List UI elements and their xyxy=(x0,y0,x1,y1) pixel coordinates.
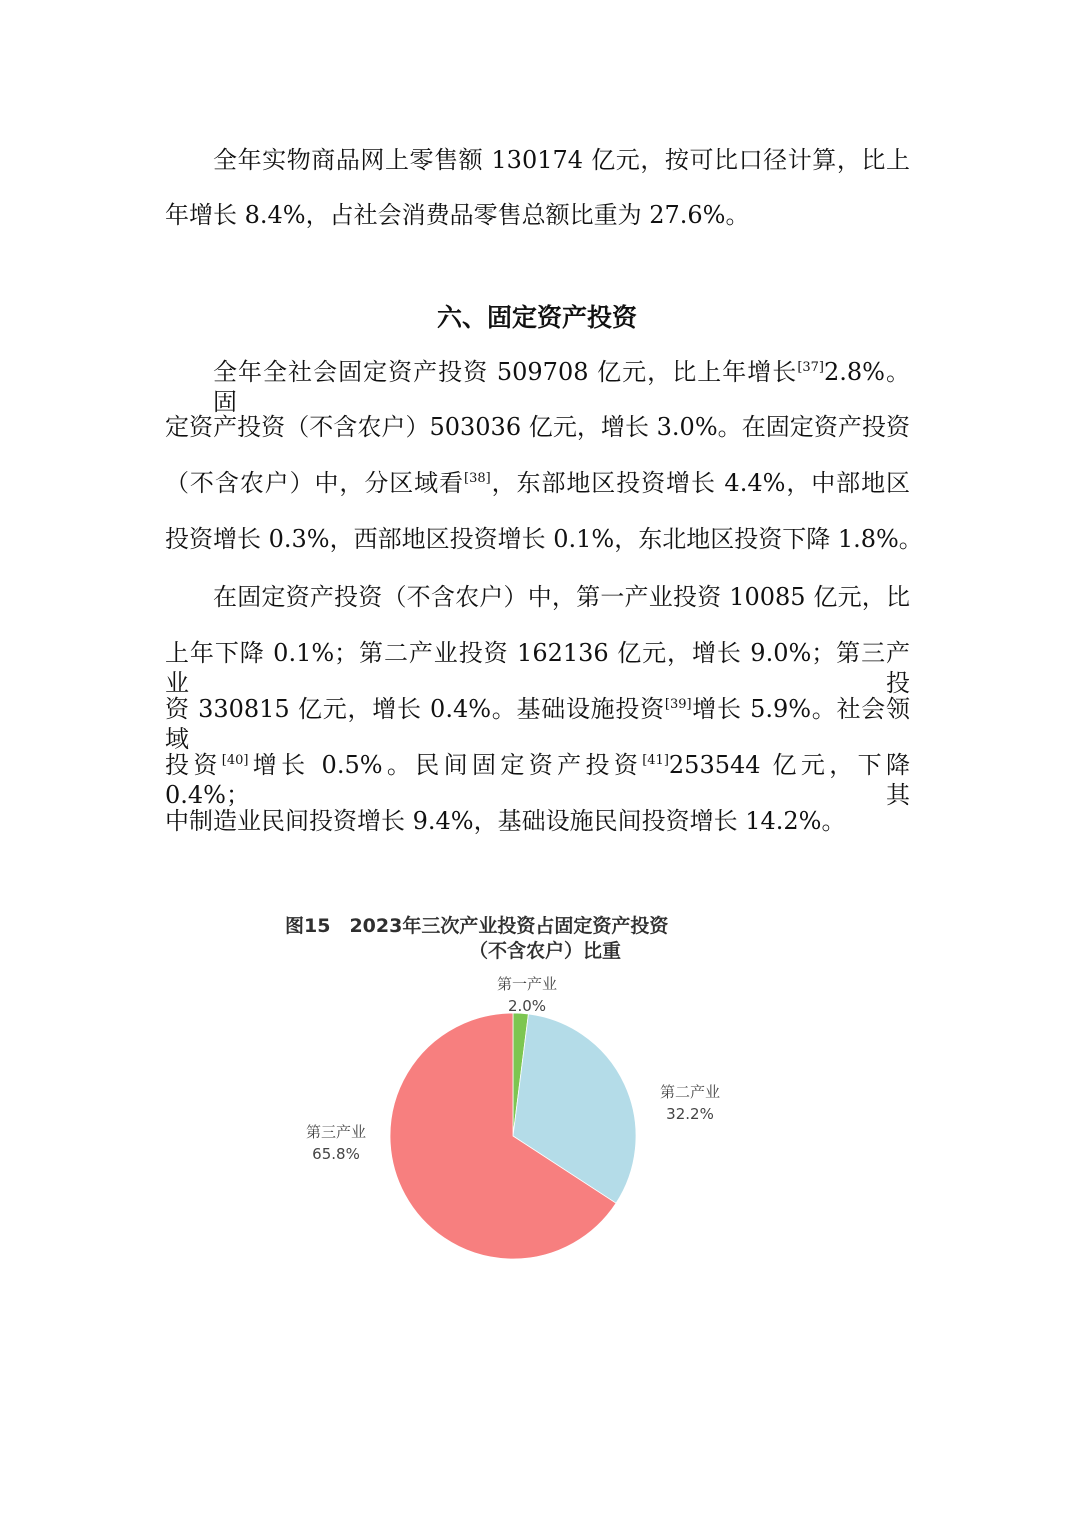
text-segment: 253544 亿元，下降 0.4%；其 xyxy=(165,751,911,809)
footnote-ref: [38] xyxy=(464,471,491,486)
text-segment: ，东部地区投资增长 4.4%，中部地区 xyxy=(490,469,910,497)
text-segment: （不含农户）中，分区域看 xyxy=(165,469,465,497)
paragraph3-line3 xyxy=(165,694,910,754)
paragraph2-line3 xyxy=(165,468,910,498)
paragraph3-line5: 中制造业民间投资增长 9.4%，基础设施民间投资增长 14.2%。 xyxy=(165,807,846,835)
paragraph1-line2: 年增长 8.4%，占社会消费品零售总额比重为 27.6%。 xyxy=(165,201,750,229)
slice-value-primary: 2.0% xyxy=(507,997,547,1015)
footnote-ref: [39] xyxy=(664,697,692,712)
pie-chart xyxy=(195,895,880,1285)
paragraph2-line1 xyxy=(213,357,910,417)
paragraph3-line2: 上年下降 0.1%；第二产业投资 162136 亿元，增长 9.0%；第三产业投 xyxy=(165,639,910,697)
text-segment: 投资 xyxy=(165,751,222,779)
paragraph2-line4: 投资增长 0.3%，西部地区投资增长 0.1%，东北地区投资下降 1.8%。 xyxy=(165,525,923,553)
section-heading: 六、固定资产投资 xyxy=(436,303,637,332)
slice-value-tertiary: 65.8% xyxy=(312,1145,360,1163)
paragraph3-line1: 在固定资产投资（不含农户）中，第一产业投资 10085 亿元，比 xyxy=(213,583,910,611)
text-segment: 增长 5.9%。社会领域 xyxy=(165,695,910,753)
footnote-ref: [40] xyxy=(221,753,249,768)
slice-name-primary: 第一产业 xyxy=(496,975,557,993)
slice-value-secondary: 32.2% xyxy=(666,1105,714,1123)
chart-title: 图15 2023年三次产业投资占固定资产投资 xyxy=(285,915,669,937)
footnote-ref: [41] xyxy=(642,753,669,768)
paragraph3-line4 xyxy=(165,750,910,810)
footnote-ref: [37] xyxy=(797,360,824,375)
slice-name-tertiary: 第三产业 xyxy=(305,1123,366,1141)
chart-subtitle: （不含农户）比重 xyxy=(468,940,621,962)
slice-label-primary xyxy=(472,973,582,1017)
slice-name-secondary: 第二产业 xyxy=(659,1083,720,1101)
text-segment: 资 330815 亿元，增长 0.4%。基础设施投资 xyxy=(165,695,665,723)
text-segment: 2.8%。固 xyxy=(213,358,910,416)
slice-label-secondary xyxy=(635,1081,745,1125)
paragraph2-line2: 定资产投资（不含农户）503036 亿元，增长 3.0%。在固定资产投资 xyxy=(165,413,910,441)
text-segment: 增长 0.5%。民间固定资产投资 xyxy=(248,751,643,779)
paragraph1-line1: 全年实物商品网上零售额 130174 亿元，按可比口径计算，比上 xyxy=(213,146,910,174)
slice-label-tertiary xyxy=(281,1121,391,1165)
pie-chart-figure xyxy=(195,895,880,1285)
text-segment: 全年全社会固定资产投资 509708 亿元，比上年增长 xyxy=(213,358,798,386)
